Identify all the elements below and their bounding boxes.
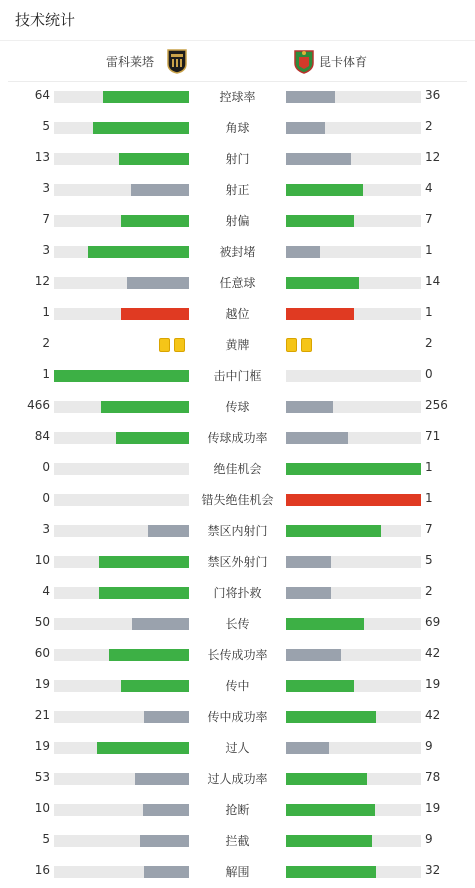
home-stat-value: 1: [42, 305, 50, 319]
home-stat-value: 21: [34, 708, 50, 722]
cuenca-crest-icon[interactable]: [293, 48, 315, 74]
away-stat-bar: [286, 122, 421, 134]
away-stat-value: 69: [425, 615, 441, 629]
home-stat-bar-fill: [140, 835, 189, 847]
home-stat-bar: [54, 494, 189, 506]
away-stat-value: 7: [425, 522, 433, 536]
away-stat-value: 9: [425, 832, 433, 846]
stat-label: 控球率: [219, 90, 256, 104]
home-stat-bar: [54, 122, 189, 134]
recoleta-crest-icon[interactable]: [166, 48, 188, 74]
home-stat-bar-fill: [54, 370, 189, 382]
away-stat-bar: [286, 153, 421, 165]
home-stat-bar-fill: [135, 773, 189, 785]
away-stat-bar-fill: [286, 277, 359, 289]
stat-label: 长传成功率: [207, 648, 268, 662]
stat-label: 绝佳机会: [213, 462, 262, 476]
away-stat-value: 42: [425, 708, 441, 722]
away-stat-bar: [286, 804, 421, 816]
home-stat-bar: [54, 742, 189, 754]
away-stat-value: 2: [425, 584, 433, 598]
stat-label: 任意球: [219, 276, 256, 290]
home-stat-value: 0: [42, 460, 50, 474]
away-stat-value: 1: [425, 243, 433, 257]
away-stat-bar: [286, 370, 421, 382]
stat-label: 禁区内射门: [207, 524, 268, 538]
away-stat-value: 42: [425, 646, 441, 660]
stat-label: 过人: [225, 741, 250, 755]
home-stat-bar-fill: [132, 618, 189, 630]
away-team-name[interactable]: 昆卡体育: [319, 55, 368, 69]
home-stat-bar: [54, 556, 189, 568]
home-stat-bar: [54, 649, 189, 661]
home-stat-value: 0: [42, 491, 50, 505]
away-stat-bar: [286, 277, 421, 289]
away-stat-bar: [286, 680, 421, 692]
away-stat-bar: [286, 463, 421, 475]
home-stat-value: 10: [34, 801, 50, 815]
home-stat-bar-fill: [144, 866, 189, 878]
away-stat-bar-fill: [286, 587, 331, 599]
away-stat-bar-fill: [286, 494, 421, 506]
stat-row: [0, 546, 475, 577]
stat-row: [0, 112, 475, 143]
away-stat-bar-fill: [286, 556, 331, 568]
stat-row: [0, 484, 475, 515]
yellow-card-icon: [301, 338, 312, 352]
stat-row: [0, 453, 475, 484]
away-stat-bar-fill: [286, 649, 341, 661]
stat-label: 拦截: [225, 834, 250, 848]
home-stat-bar: [54, 525, 189, 537]
home-stat-bar: [54, 370, 189, 382]
stat-row: [0, 732, 475, 763]
home-stat-bar-fill: [121, 308, 189, 320]
home-stat-bar: [54, 277, 189, 289]
section-title: 技术统计: [15, 11, 76, 29]
away-stat-bar-fill: [286, 463, 421, 475]
home-stat-bar: [54, 804, 189, 816]
stat-label: 传球成功率: [207, 431, 268, 445]
away-stat-bar-fill: [286, 184, 363, 196]
away-stat-value: 32: [425, 863, 441, 877]
stat-row: [0, 825, 475, 856]
home-stat-value: 3: [42, 181, 50, 195]
stat-row: [0, 763, 475, 794]
away-stat-value: 2: [425, 119, 433, 133]
home-stat-value: 53: [34, 770, 50, 784]
home-stat-bar-fill: [99, 587, 189, 599]
away-stat-bar: [286, 711, 421, 723]
yellow-card-icon: [174, 338, 185, 352]
away-stat-value: 36: [425, 88, 441, 102]
stat-label: 错失绝佳机会: [201, 493, 274, 507]
home-team-name[interactable]: 雷科莱塔: [105, 55, 154, 69]
home-stat-value: 84: [34, 429, 50, 443]
home-stat-value: 5: [42, 119, 50, 133]
stat-label: 抢断: [225, 803, 250, 817]
stat-label: 越位: [225, 307, 250, 321]
away-stat-bar-fill: [286, 215, 354, 227]
away-stat-bar: [286, 587, 421, 599]
home-stat-bar-fill: [121, 215, 189, 227]
home-stat-bar: [54, 401, 189, 413]
away-stat-bar-fill: [286, 680, 354, 692]
away-stat-bar: [286, 618, 421, 630]
away-stat-bar-fill: [286, 153, 351, 165]
stat-label: 门将扑救: [213, 586, 262, 600]
home-stat-bar-fill: [103, 91, 189, 103]
home-stat-bar: [54, 773, 189, 785]
away-stat-value: 9: [425, 739, 433, 753]
away-stat-value: 19: [425, 677, 441, 691]
away-stat-bar-fill: [286, 308, 354, 320]
away-yellow-cards: [286, 338, 316, 352]
home-stat-bar: [54, 835, 189, 847]
stat-label: 传球: [225, 400, 250, 414]
home-stat-bar-fill: [101, 401, 189, 413]
home-stat-bar: [54, 246, 189, 258]
home-stat-bar: [54, 463, 189, 475]
home-stat-bar-fill: [88, 246, 189, 258]
home-stat-bar-fill: [131, 184, 189, 196]
home-stat-value: 10: [34, 553, 50, 567]
stats-list: [0, 81, 475, 887]
away-stat-bar: [286, 866, 421, 878]
stat-row: [0, 329, 475, 360]
away-stat-bar: [286, 432, 421, 444]
stat-label: 角球: [225, 121, 250, 135]
stat-label: 过人成功率: [207, 772, 268, 786]
stat-label: 击中门框: [213, 369, 262, 383]
away-stat-bar: [286, 215, 421, 227]
away-stat-bar-fill: [286, 866, 376, 878]
stat-label: 传中成功率: [207, 710, 268, 724]
away-stat-bar-fill: [286, 618, 364, 630]
away-stat-value: 0: [425, 367, 433, 381]
away-stat-bar: [286, 401, 421, 413]
stat-row: [0, 236, 475, 267]
away-stat-bar-fill: [286, 91, 335, 103]
home-stat-value: 19: [34, 677, 50, 691]
home-stat-bar-fill: [109, 649, 189, 661]
stat-row: [0, 205, 475, 236]
home-stat-value: 3: [42, 522, 50, 536]
stat-label: 禁区外射门: [207, 555, 268, 569]
home-stat-bar-fill: [119, 153, 189, 165]
away-stat-bar-fill: [286, 525, 381, 537]
home-stat-value: 3: [42, 243, 50, 257]
stat-row: [0, 608, 475, 639]
stat-label: 射正: [225, 183, 250, 197]
home-stat-bar-fill: [148, 525, 189, 537]
away-stat-bar-fill: [286, 742, 329, 754]
home-stat-bar-fill: [93, 122, 189, 134]
home-stat-bar-fill: [116, 432, 189, 444]
home-stat-value: 4: [42, 584, 50, 598]
home-stat-bar: [54, 432, 189, 444]
stat-label: 解围: [225, 865, 250, 879]
home-stat-bar: [54, 308, 189, 320]
home-stat-value: 466: [27, 398, 50, 412]
home-stat-bar: [54, 680, 189, 692]
away-stat-value: 256: [425, 398, 448, 412]
home-stat-bar: [54, 866, 189, 878]
away-stat-value: 1: [425, 491, 433, 505]
stat-row: [0, 174, 475, 205]
stat-row: [0, 298, 475, 329]
stat-row: [0, 422, 475, 453]
away-stat-bar-fill: [286, 401, 333, 413]
away-stat-bar: [286, 308, 421, 320]
stat-row: [0, 267, 475, 298]
stat-label: 被封堵: [219, 245, 256, 259]
away-stat-value: 1: [425, 460, 433, 474]
home-stat-bar-fill: [97, 742, 189, 754]
home-stat-value: 7: [42, 212, 50, 226]
stat-row: [0, 360, 475, 391]
home-stat-bar-fill: [144, 711, 189, 723]
yellow-card-icon: [286, 338, 297, 352]
teams-header: [8, 41, 467, 81]
stat-row: [0, 670, 475, 701]
away-stat-bar-fill: [286, 432, 348, 444]
home-stat-bar: [54, 153, 189, 165]
home-stat-bar: [54, 711, 189, 723]
stat-label: 传中: [225, 679, 250, 693]
away-stat-value: 19: [425, 801, 441, 815]
away-stat-value: 71: [425, 429, 441, 443]
home-stat-value: 1: [42, 367, 50, 381]
away-stat-bar: [286, 525, 421, 537]
home-yellow-cards: [159, 338, 189, 352]
home-stat-bar: [54, 215, 189, 227]
stat-row: [0, 81, 475, 112]
away-stat-bar: [286, 246, 421, 258]
away-stat-value: 14: [425, 274, 441, 288]
stat-label: 黄牌: [225, 338, 250, 352]
away-stat-bar: [286, 91, 421, 103]
stat-row: [0, 577, 475, 608]
stat-row: [0, 701, 475, 732]
stat-row: [0, 515, 475, 546]
home-stat-bar: [54, 184, 189, 196]
away-stat-value: 4: [425, 181, 433, 195]
away-stat-value: 7: [425, 212, 433, 226]
home-stat-value: 5: [42, 832, 50, 846]
home-stat-value: 13: [34, 150, 50, 164]
away-stat-bar: [286, 556, 421, 568]
stat-row: [0, 639, 475, 670]
away-stat-bar: [286, 494, 421, 506]
stat-label: 长传: [225, 617, 250, 631]
stat-row: [0, 391, 475, 422]
away-stat-bar: [286, 835, 421, 847]
home-stat-value: 50: [34, 615, 50, 629]
home-stat-value: 16: [34, 863, 50, 877]
stat-label: 射门: [225, 152, 250, 166]
away-stat-bar-fill: [286, 246, 320, 258]
away-stat-bar-fill: [286, 122, 325, 134]
home-stat-value: 2: [42, 336, 50, 350]
away-stat-bar-fill: [286, 804, 375, 816]
away-stat-value: 2: [425, 336, 433, 350]
home-stat-value: 60: [34, 646, 50, 660]
home-stat-bar-fill: [127, 277, 189, 289]
away-stat-bar: [286, 773, 421, 785]
away-stat-value: 12: [425, 150, 441, 164]
home-stat-bar: [54, 91, 189, 103]
away-stat-bar-fill: [286, 773, 367, 785]
away-stat-value: 78: [425, 770, 441, 784]
yellow-card-icon: [159, 338, 170, 352]
home-stat-value: 19: [34, 739, 50, 753]
home-stat-bar-fill: [99, 556, 189, 568]
home-stat-bar-fill: [121, 680, 189, 692]
away-stat-bar-fill: [286, 711, 376, 723]
home-stat-bar: [54, 587, 189, 599]
stat-label: 射偏: [225, 214, 250, 228]
away-stat-bar: [286, 649, 421, 661]
away-stat-bar: [286, 742, 421, 754]
away-stat-bar-fill: [286, 835, 372, 847]
stat-row: [0, 143, 475, 174]
home-stat-value: 12: [34, 274, 50, 288]
away-stat-bar: [286, 184, 421, 196]
stat-row: [0, 794, 475, 825]
home-stat-value: 64: [34, 88, 50, 102]
home-stat-bar: [54, 618, 189, 630]
stat-row: [0, 856, 475, 887]
home-stat-bar-fill: [143, 804, 189, 816]
away-stat-value: 1: [425, 305, 433, 319]
away-stat-value: 5: [425, 553, 433, 567]
